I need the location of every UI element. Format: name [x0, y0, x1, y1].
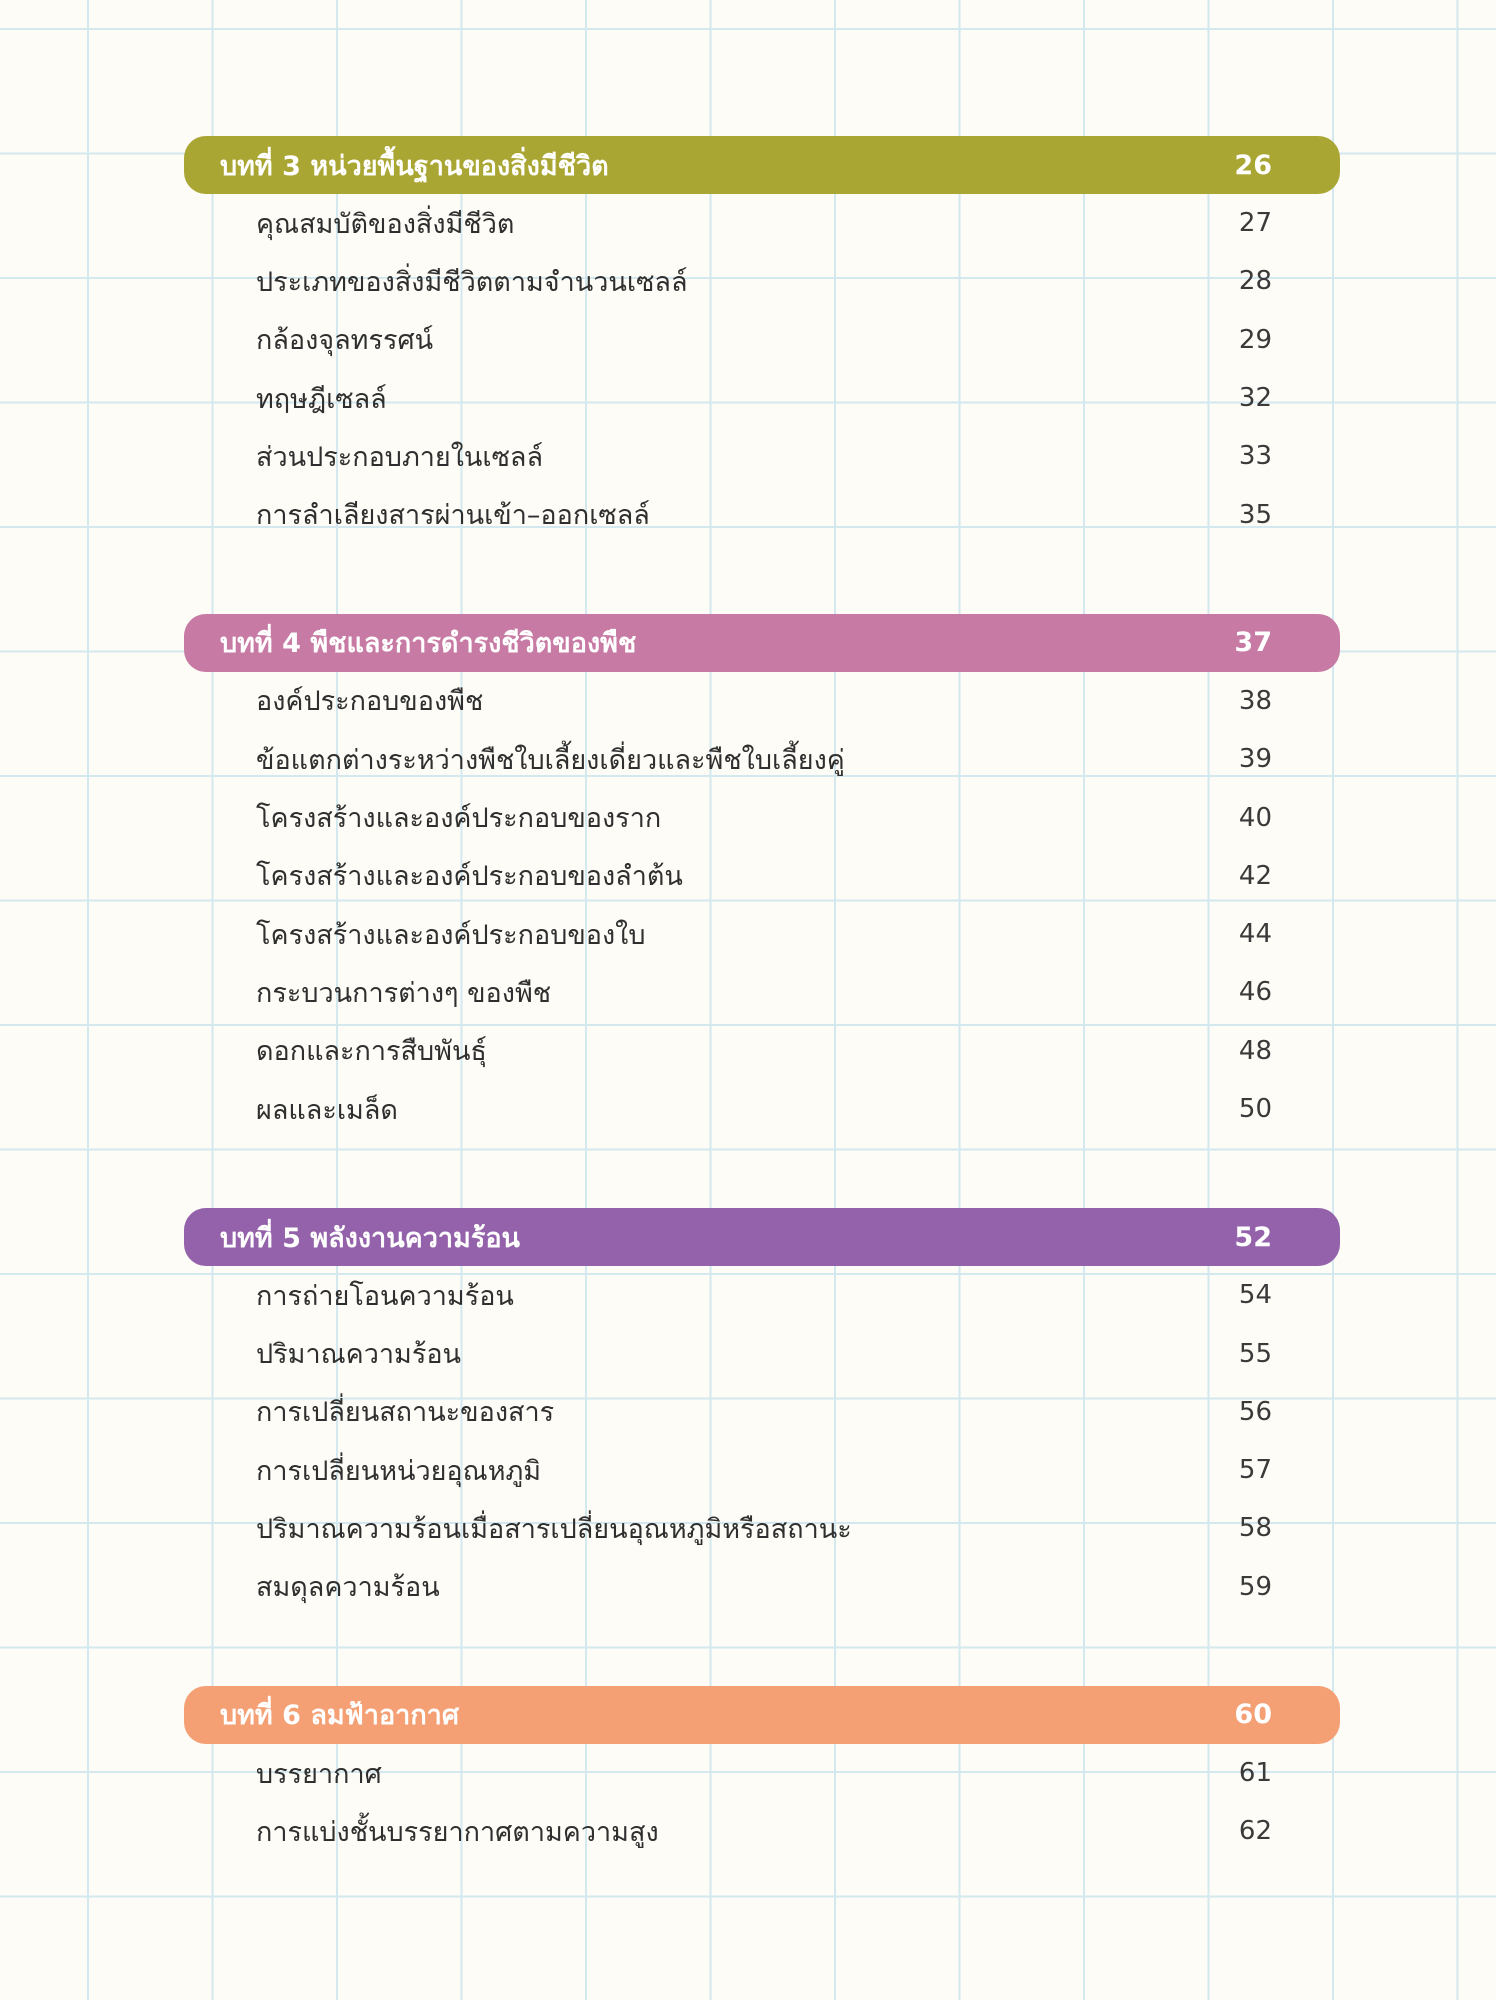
toc-entry-page-number: 61	[1238, 1758, 1272, 1789]
toc-entry[interactable]	[184, 252, 1340, 310]
chapter-section	[184, 1208, 1340, 1616]
toc-entry[interactable]	[184, 1499, 1340, 1557]
toc-entry-page-number: 32	[1238, 383, 1272, 414]
chapter-section	[184, 614, 1340, 1138]
toc-entry-label: ปริมาณความร้อน	[256, 1339, 462, 1371]
toc-entry-page-number: 62	[1238, 1816, 1272, 1847]
toc-entry[interactable]	[184, 1558, 1340, 1616]
toc-entry[interactable]	[184, 369, 1340, 427]
chapter-title: บทที่ 4 พืชและการดำรงชีวิตของพืช	[220, 628, 637, 660]
chapter-section	[184, 136, 1340, 544]
toc-entry[interactable]	[184, 1383, 1340, 1441]
toc-entry[interactable]	[184, 730, 1340, 788]
toc-entry[interactable]	[184, 1441, 1340, 1499]
toc-entry[interactable]	[184, 1802, 1340, 1860]
toc-entry-page-number: 48	[1238, 1035, 1272, 1066]
toc-entry[interactable]	[184, 1744, 1340, 1802]
toc-entry-page-number: 58	[1238, 1513, 1272, 1544]
chapter-header[interactable]	[184, 1686, 1340, 1744]
toc-entry-label: กระบวนการต่างๆ ของพืช	[256, 977, 552, 1009]
toc-entry-label: โครงสร้างและองค์ประกอบของลำต้น	[256, 861, 683, 893]
chapter-title: บทที่ 6 ลมฟ้าอากาศ	[220, 1700, 459, 1732]
toc-entry-page-number: 40	[1238, 802, 1272, 833]
chapter-entry-list	[184, 1744, 1340, 1861]
toc-entry-label: การแบ่งชั้นบรรยากาศตามความสูง	[256, 1816, 659, 1848]
toc-entry-page-number: 29	[1238, 324, 1272, 355]
chapter-page-number: 60	[1234, 1699, 1272, 1731]
table-of-contents	[184, 136, 1340, 1931]
chapter-page-number: 26	[1234, 149, 1272, 181]
toc-entry-page-number: 33	[1238, 441, 1272, 472]
toc-entry[interactable]	[184, 963, 1340, 1021]
toc-entry[interactable]	[184, 788, 1340, 846]
toc-entry[interactable]	[184, 427, 1340, 485]
toc-entry[interactable]	[184, 311, 1340, 369]
toc-entry-label: ปริมาณความร้อนเมื่อสารเปลี่ยนอุณหภูมิหรือสถานะ	[256, 1513, 852, 1545]
toc-entry[interactable]	[184, 1324, 1340, 1382]
toc-entry-label: สมดุลความร้อน	[256, 1572, 440, 1604]
toc-entry-label: บรรยากาศ	[256, 1758, 382, 1790]
toc-entry-page-number: 35	[1238, 499, 1272, 530]
toc-entry-label: การถ่ายโอนความร้อน	[256, 1280, 514, 1312]
chapter-title: บทที่ 5 พลังงานความร้อน	[220, 1222, 521, 1254]
toc-entry-label: การเปลี่ยนสถานะของสาร	[256, 1397, 555, 1429]
toc-entry-page-number: 54	[1238, 1280, 1272, 1311]
toc-entry[interactable]	[184, 905, 1340, 963]
toc-entry-label: องค์ประกอบของพืช	[256, 686, 484, 718]
toc-entry[interactable]	[184, 485, 1340, 543]
toc-entry[interactable]	[184, 1080, 1340, 1138]
toc-entry-label: ส่วนประกอบภายในเซลล์	[256, 441, 544, 473]
toc-entry-page-number: 57	[1238, 1455, 1272, 1486]
chapter-page-number: 52	[1234, 1221, 1272, 1253]
toc-entry-page-number: 44	[1238, 919, 1272, 950]
toc-entry[interactable]	[184, 847, 1340, 905]
toc-entry-page-number: 27	[1238, 208, 1272, 239]
toc-entry-page-number: 42	[1238, 860, 1272, 891]
toc-entry-page-number: 56	[1238, 1396, 1272, 1427]
toc-entry-label: ทฤษฎีเซลล์	[256, 383, 387, 415]
toc-entry[interactable]	[184, 1266, 1340, 1324]
toc-entry-label: ดอกและการสืบพันธุ์	[256, 1036, 487, 1068]
toc-entry-label: ประเภทของสิ่งมีชีวิตตามจำนวนเซลล์	[256, 266, 688, 298]
toc-entry-page-number: 50	[1238, 1094, 1272, 1124]
toc-entry-page-number: 46	[1238, 977, 1272, 1008]
toc-entry-label: ข้อแตกต่างระหว่างพืชใบเลี้ยงเดี่ยวและพืชใบเลี้ยงคู่	[256, 744, 845, 776]
chapter-section	[184, 1686, 1340, 1861]
chapter-title: บทที่ 3 หน่วยพื้นฐานของสิ่งมีชีวิต	[220, 150, 609, 182]
toc-entry[interactable]	[184, 672, 1340, 730]
chapter-entry-list	[184, 672, 1340, 1138]
chapter-entry-list	[184, 1266, 1340, 1616]
toc-entry[interactable]	[184, 1022, 1340, 1080]
toc-entry-page-number: 59	[1238, 1571, 1272, 1602]
chapter-entry-list	[184, 194, 1340, 544]
toc-entry-label: ผลและเมล็ด	[256, 1094, 398, 1126]
toc-entry-label: การเปลี่ยนหน่วยอุณหภูมิ	[256, 1455, 542, 1487]
toc-entry-label: โครงสร้างและองค์ประกอบของใบ	[256, 919, 646, 951]
toc-entry-label: กล้องจุลทรรศน์	[256, 325, 434, 357]
toc-entry-label: คุณสมบัติของสิ่งมีชีวิต	[256, 208, 515, 240]
chapter-header[interactable]	[184, 614, 1340, 672]
toc-entry-label: โครงสร้างและองค์ประกอบของราก	[256, 803, 662, 835]
chapter-header[interactable]	[184, 136, 1340, 194]
toc-entry[interactable]	[184, 194, 1340, 252]
toc-entry-page-number: 38	[1238, 685, 1272, 716]
toc-entry-page-number: 55	[1238, 1338, 1272, 1369]
chapter-header[interactable]	[184, 1208, 1340, 1266]
toc-entry-page-number: 28	[1238, 266, 1272, 297]
chapter-page-number: 37	[1234, 627, 1272, 659]
toc-entry-page-number: 39	[1238, 744, 1272, 775]
toc-entry-label: การลำเลียงสารผ่านเข้า–ออกเซลล์	[256, 500, 650, 532]
